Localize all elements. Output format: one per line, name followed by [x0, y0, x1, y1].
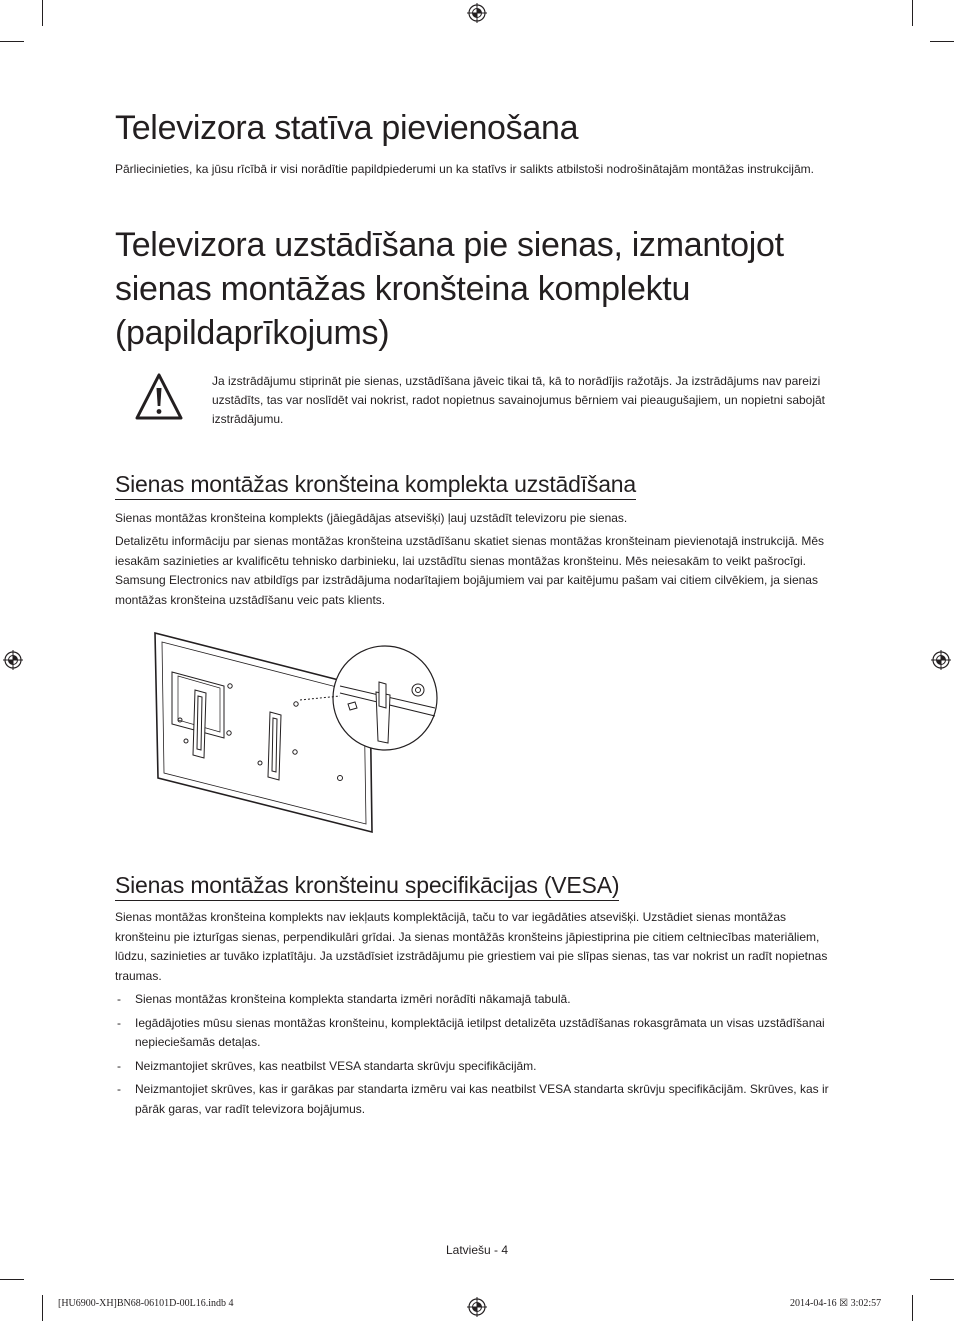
page-number: Latviešu - 4	[445, 1243, 509, 1257]
bullet-marker: -	[117, 1015, 121, 1030]
bullet-marker: -	[117, 992, 121, 1006]
section-heading-install: Sienas montāžas kronšteina komplekta uzstādīšana	[115, 470, 636, 500]
section-title-wall-mount: Televizora uzstādīšana pie sienas, izmantojot sienas montāžas kronšteina komplektu (papildaprīkojums)	[115, 226, 784, 352]
list-item	[117, 1057, 839, 1077]
slug-timestamp: 2014-04-16 ☒ 3:02:57	[790, 1298, 882, 1309]
crop-mark	[930, 1279, 954, 1280]
crop-mark	[0, 41, 24, 42]
registration-mark-icon	[467, 3, 487, 23]
slug-filename: [HU6900-XH]BN68-06101D-00L16.indb 4	[58, 1298, 234, 1309]
registration-mark-icon	[467, 1297, 487, 1317]
vesa-paragraph: Sienas montāžas kronšteina komplekts nav iekļauts komplektācijā, taču to var iegādāties atsevišķi. Uzstādiet sienas montāžas kronšteinu pie izturīgas sienas, perpendikulāri grīdai. Ja sienas montāžās kronšteins jāpiestiprina pie citiem celtniecības materiāliem, lūdzu, sazinieties ar tuvāko izplatītāju. Ja uzstādīsiet izstrādājumu pie griestiem vai pie slīpas sienas, tas var nokrist un radīt nopietnas traumas.	[115, 910, 828, 983]
warning-text: Ja izstrādājumu stiprināt pie sienas, uzstādīšana jāveic tikai tā, kā to norādījis ražotājs. Ja izstrādājums nav pareizi uzstādīts, tas var noslīdēt vai nokrist, radot nopietnus savainojumus bērniem vai pieaugušajiem, un nopietni sabojāt izstrādājumu.	[212, 374, 826, 426]
list-item-text: Iegādājoties mūsu sienas montāžas kronšteinu, komplektācijā ietilpst detalizēta uzstādīšanas rokasgrāmata un visas uzstādīšanai nepieciešamās detaļas.	[135, 1015, 825, 1049]
crop-mark	[0, 1279, 24, 1280]
crop-mark	[42, 0, 43, 26]
bullet-marker: -	[117, 1082, 121, 1096]
list-item	[117, 1014, 839, 1053]
crop-mark	[930, 41, 954, 42]
vesa-bullet-list	[117, 990, 839, 1123]
crop-mark	[42, 1295, 43, 1321]
section-heading-vesa: Sienas montāžas kronšteinu specifikācijas (VESA)	[115, 871, 619, 901]
install-paragraph-2: Detalizētu informāciju par sienas montāžas kronšteina uzstādīšanu skatiet sienas montāžas kronšteinam pievienotajā instrukcijā. Mēs iesakām sazinieties ar kvalificētu tehnisko darbinieku, lai uzstādītu sienas montāžas kronšteinu. Mēs neiesakām to veikt pašrocīgi. Samsung Electronics nav atbildīgs par izstrādājuma nodarītajiem bojājumiem vai par kaitējumu pašam vai citiem cilvēkiem, ja sienas montāžas kronšteina uzstādīšanu veic pats klients.	[115, 534, 825, 607]
list-item	[117, 1080, 839, 1119]
wall-mount-illustration	[150, 628, 450, 838]
warning-triangle-icon	[134, 372, 184, 424]
bullet-marker: -	[117, 1058, 121, 1073]
registration-mark-icon	[3, 650, 23, 670]
crop-mark	[912, 0, 913, 26]
page-title: Televizora statīva pievienošana	[115, 109, 579, 147]
list-item-text: Neizmantojiet skrūves, kas ir garākas par standarta izmēru vai kas neatbilst VESA standarta skrūvju specifikācijām. Skrūves, kas ir pārāk garas, var radīt televizora bojājumus.	[135, 1082, 829, 1116]
crop-mark	[912, 1295, 913, 1321]
list-item	[117, 990, 839, 1010]
list-item-text: Sienas montāžas kronšteina komplekta standarta izmēri norādīti nākamajā tabulā.	[135, 992, 571, 1006]
list-item-text: Neizmantojiet skrūves, kas neatbilst VESA standarta skrūvju specifikācijām.	[135, 1058, 537, 1073]
registration-mark-icon	[931, 650, 951, 670]
install-paragraph-1: Sienas montāžas kronšteina komplekts (jāiegādājas atsevišķi) ļauj uzstādīt televizoru pie sienas.	[115, 511, 628, 525]
intro-text: Pārliecinieties, ka jūsu rīcībā ir visi norādītie papildpiederumi un ka statīvs ir salikts atbilstoši nodrošinātajām montāžas instrukcijām.	[115, 162, 814, 176]
